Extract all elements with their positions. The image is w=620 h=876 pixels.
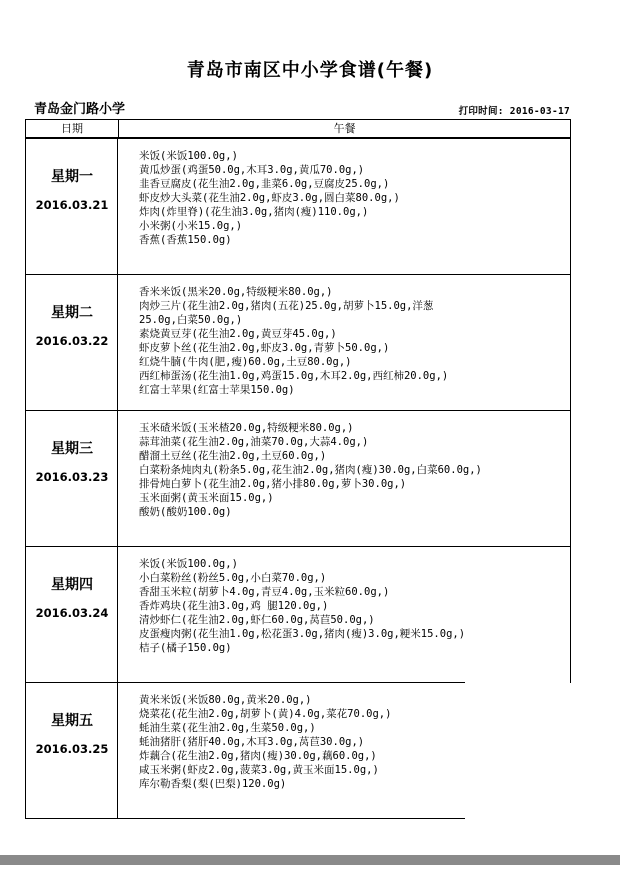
day-row [25,682,465,819]
meal-items [139,557,566,655]
meal-item: 香米米饭(黑米20.0g,特级粳米80.0g,) [139,286,333,298]
day-row [25,410,571,547]
meal-item: 蒜茸油菜(花生油2.0g,油菜70.0g,大蒜4.0g,) [139,436,369,448]
meal-item: 蚝油猪肝(猪肝40.0g,木耳3.0g,莴苣30.0g,) [139,736,365,748]
meal-item: 白菜粉条炖肉丸(粉条5.0g,花生油2.0g,猪肉(瘦)30.0g,白菜60.0g,) [139,464,482,476]
meal-item: 香甜玉米粒(胡萝卜4.0g,青豆4.0g,玉米粒60.0g,) [139,586,390,598]
date-label: 2016.03.25 [35,742,109,756]
meal-item: 炸藕合(花生油2.0g,猪肉(瘦)30.0g,藕60.0g,) [139,750,377,762]
meal-item: 红富士苹果(红富士苹果150.0g) [139,384,295,396]
meal-item: 红烧牛腩(牛肉(肥,瘦)60.0g,土豆80.0g,) [139,356,352,368]
meal-item: 黄瓜炒蛋(鸡蛋50.0g,木耳3.0g,黄瓜70.0g,) [139,164,365,176]
date-label: 2016.03.24 [35,606,109,620]
date-label: 2016.03.23 [35,470,109,484]
meal-item: 素烧黄豆芽(花生油2.0g,黄豆芽45.0g,) [139,328,337,340]
meal-item: 排骨炖白萝卜(花生油2.0g,猪小排80.0g,萝卜30.0g,) [139,478,407,490]
meal-item: 黄米米饭(米饭80.0g,黄米20.0g,) [139,694,312,706]
meal-item: 皮蛋瘦肉粥(花生油1.0g,松花蛋3.0g,猪肉(瘦)3.0g,粳米15.0g,) [139,628,466,640]
meal-item: 香蕉(香蕉150.0g) [139,234,232,246]
meal-item: 米饭(米饭100.0g,) [139,558,238,570]
meal-item: 西红柿蛋汤(花生油1.0g,鸡蛋15.0g,木耳2.0g,西红柿20.0g,) [139,370,449,382]
meal-item: 玉米面粥(黄玉米面15.0g,) [139,492,274,504]
meal-item: 蚝油生菜(花生油2.0g,生菜50.0g,) [139,722,316,734]
meal-items [139,693,461,791]
meal-item: 醋溜土豆丝(花生油2.0g,土豆60.0g,) [139,450,327,462]
meal-item: 虾皮萝卜丝(花生油2.0g,虾皮3.0g,青萝卜50.0g,) [139,342,390,354]
meal-item: 库尔勒香梨(梨(巴梨)120.0g) [139,778,287,790]
date-cell [26,275,118,410]
weekday-label: 星期一 [51,169,93,185]
bottom-bar [0,855,620,865]
day-row [25,546,571,683]
school-name: 青岛金门路小学 [34,102,126,117]
meal-item: 玉米碴米饭(玉米楂20.0g,特级粳米80.0g,) [139,422,354,434]
weekday-label: 星期五 [51,713,93,729]
column-header-meal: 午餐 [333,122,356,135]
meal-item: 小白菜粉丝(粉丝5.0g,小白菜70.0g,) [139,572,327,584]
weekday-label: 星期三 [51,441,93,457]
day-row [25,274,571,411]
table-header [25,119,571,138]
meal-items [139,421,566,519]
meal-item: 炸肉(炸里脊)(花生油3.0g,猪肉(瘦)110.0g,) [139,206,369,218]
meal-item: 桔子(橘子150.0g) [139,642,232,654]
meal-item: 米饭(米饭100.0g,) [139,150,238,162]
meal-item: 韭香豆腐皮(花生油2.0g,韭菜6.0g,豆腐皮25.0g,) [139,178,390,190]
date-cell [26,411,118,546]
meal-item: 肉炒三片(花生油2.0g,猪肉(五花)25.0g,胡萝卜15.0g,洋葱 [139,300,434,312]
meal-item: 25.0g,白菜50.0g,) [139,314,243,326]
meal-item: 清炒虾仁(花生油2.0g,虾仁60.0g,莴苣50.0g,) [139,614,375,626]
column-header-date: 日期 [26,120,119,137]
meal-item: 酸奶(酸奶100.0g) [139,506,232,518]
date-cell [26,547,118,683]
meal-item: 香炸鸡块(花生油3.0g,鸡 腿120.0g,) [139,600,329,612]
page-title: 青岛市南区中小学食谱(午餐) [186,60,434,81]
print-time: 打印时间: 2016-03-17 [458,106,570,117]
date-label: 2016.03.21 [35,198,109,212]
meal-items [139,285,566,397]
meal-item: 烧菜花(花生油2.0g,胡萝卜(黄)4.0g,菜花70.0g,) [139,708,392,720]
date-cell [26,139,118,274]
weekday-label: 星期二 [51,305,93,321]
meal-item: 虾皮炒大头菜(花生油2.0g,虾皮3.0g,圆白菜80.0g,) [139,192,400,204]
day-row [25,138,571,275]
meal-item: 小米粥(小米15.0g,) [139,220,243,232]
date-cell [26,683,118,818]
meal-items [139,149,566,247]
weekday-label: 星期四 [51,577,93,593]
date-label: 2016.03.22 [35,334,109,348]
meal-item: 咸玉米粥(虾皮2.0g,菠菜3.0g,黄玉米面15.0g,) [139,764,379,776]
